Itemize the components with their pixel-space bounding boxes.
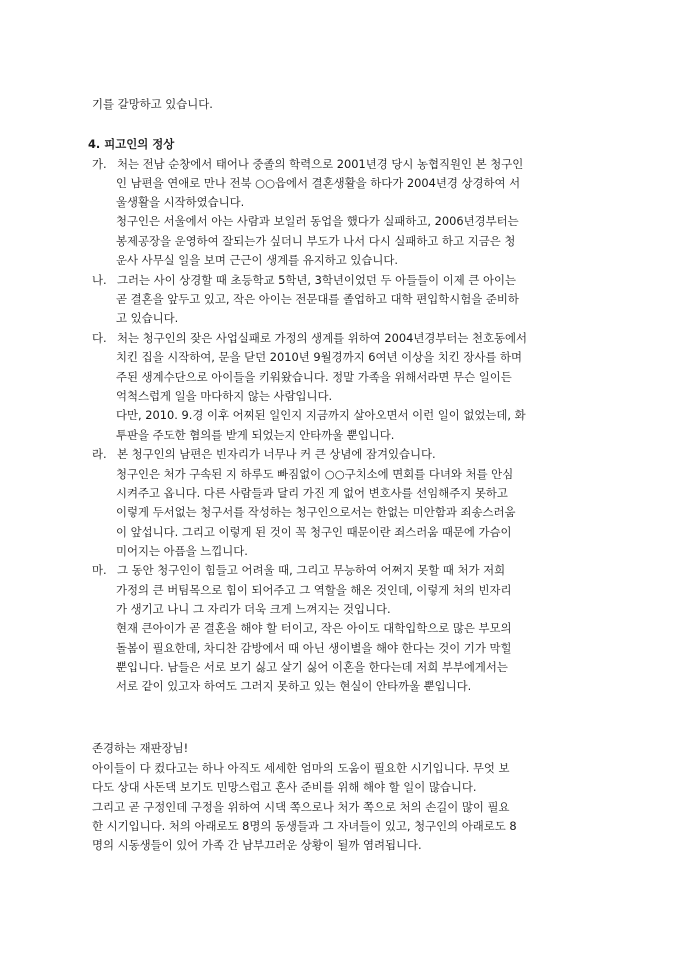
closing-line: 명의 시동생들이 있어 가족 간 남부끄러운 상황이 될까 염려됩니다. [92, 838, 422, 852]
item-marker: 마. [92, 563, 107, 577]
item-line: 시켜주고 옵니다. 다른 사람들과 달리 가진 게 없어 변호사를 선임해주지 못하고 [116, 486, 508, 500]
item-line: 서로 같이 있고자 하여도 그러지 못하고 있는 현실이 안타까울 뿐입니다. [116, 679, 472, 693]
item-line: 현재 큰아이가 곧 결혼을 해야 할 터이고, 작은 아이도 대학입학으로 많은 부모의 [116, 621, 512, 635]
section-heading: 4. 피고인의 정상 [88, 137, 175, 151]
list-item-marker [92, 330, 527, 346]
item-line: 이 앞섭니다. 그리고 이렇게 된 것이 꼭 청구인 때문이란 죄스러움 때문에 가슴이 [116, 525, 512, 539]
item-line: 치킨 집을 시작하여, 문을 닫던 2010년 9월경까지 6여년 이상을 치킨 장사를 하며 [116, 350, 523, 364]
item-line: 고 있습니다. [116, 311, 179, 325]
item-line: 뿐입니다. 남들은 서로 보기 싫고 살기 싫어 이혼을 한다는데 저희 부부에게서는 [116, 660, 508, 674]
item-line: 운사 사무실 일을 보며 근근이 생계를 유지하고 있습니다. [116, 253, 399, 267]
list-item-marker [92, 156, 523, 172]
closing-line: 한 시기입니다. 처의 아래로도 8명의 동생들과 그 자녀들이 있고, 청구인의 아래로도 8 [92, 819, 517, 833]
item-line: 울생활을 시작하였습니다. [116, 195, 245, 209]
item-line: 억척스럽게 일을 마다하지 않는 사람입니다. [116, 389, 333, 403]
item-line: 가 생기고 나니 그 자리가 더욱 크게 느껴지는 것입니다. [116, 602, 391, 616]
item-line: 돌봄이 필요한데, 차디찬 감방에서 때 아닌 생이별을 해야 한다는 것이 기가 막힐 [116, 641, 512, 655]
closing-line: 그리고 곧 구정인데 구정을 위하여 시댁 쪽으로나 처가 쪽으로 처의 손길이 많이 필요 [92, 800, 510, 814]
item-line: 본 청구인의 남편은 빈자리가 너무나 커 큰 상념에 잠겨있습니다. [117, 447, 436, 461]
item-line: 곧 결혼을 앞두고 있고, 작은 아이는 전문대를 졸업하고 대학 편입학시험을 준비하 [116, 292, 519, 306]
item-marker: 다. [92, 331, 107, 345]
item-line: 인 남편을 연애로 만나 전북 ○○읍에서 결혼생활을 하다가 2004년경 상경하여 서 [116, 176, 521, 190]
item-line: 처는 청구인의 잦은 사업실패로 가정의 생계를 위하여 2004년경부터는 천호동에서 [117, 331, 528, 345]
item-marker: 가. [92, 157, 107, 171]
list-item-marker [92, 272, 516, 288]
salutation: 존경하는 재판장님! [92, 741, 189, 755]
item-line: 그러는 사이 상경할 때 초등학교 5학년, 3학년이었던 두 아들들이 이제 큰 아이는 [117, 273, 517, 287]
continuation-line: 기를 갈망하고 있습니다. [92, 97, 213, 111]
item-line: 미어지는 아픔을 느낍니다. [116, 544, 248, 558]
item-line: 이렇게 두서없는 청구서를 작성하는 청구인으로서는 한없는 미안함과 죄송스러움 [116, 505, 516, 519]
item-line: 투판을 주도한 혐의를 받게 되었는지 안타까울 뿐입니다. [116, 428, 395, 442]
closing-line: 다도 상대 사돈댁 보기도 민망스럽고 혼사 준비를 위해 해야 할 일이 많습니다. [92, 780, 477, 794]
item-line: 주된 생계수단으로 아이들을 키워왔습니다. 정말 가족을 위해서라면 무슨 일이든 [116, 370, 512, 384]
list-item-marker [92, 446, 436, 462]
item-line: 처는 전남 순창에서 태어나 중졸의 학력으로 2001년경 당시 농협직원인 본 청구인 [117, 157, 524, 171]
item-marker: 라. [92, 447, 107, 461]
list-item-marker [92, 562, 505, 578]
item-line: 그 동안 청구인이 힘들고 어려울 때, 그리고 무능하여 어쩌지 못할 때 처가 저희 [117, 563, 506, 577]
item-line: 다만, 2010. 9.경 이후 어찌된 일인지 지금까지 살아오면서 이런 일이 없었는데, 화 [116, 408, 526, 422]
item-line: 청구인은 처가 구속된 지 하루도 빠짐없이 ○○구치소에 면회를 다녀와 처를 안심 [116, 467, 514, 481]
item-line: 봉제공장을 운영하여 잘되는가 싶더니 부도가 나서 다시 실패하고 하고 지금은 청 [116, 234, 516, 248]
item-marker: 나. [92, 273, 107, 287]
item-line: 가정의 큰 버팀목으로 힘이 되어주고 그 역할을 해온 것인데, 이렇게 처의 빈자리 [116, 583, 512, 597]
closing-line: 아이들이 다 컸다고는 하나 아직도 세세한 엄마의 도움이 필요한 시기입니다. 무엇 보 [92, 761, 510, 775]
item-line: 청구인은 서울에서 아는 사람과 보일러 동업을 했다가 실패하고, 2006년경부터는 [116, 214, 519, 228]
